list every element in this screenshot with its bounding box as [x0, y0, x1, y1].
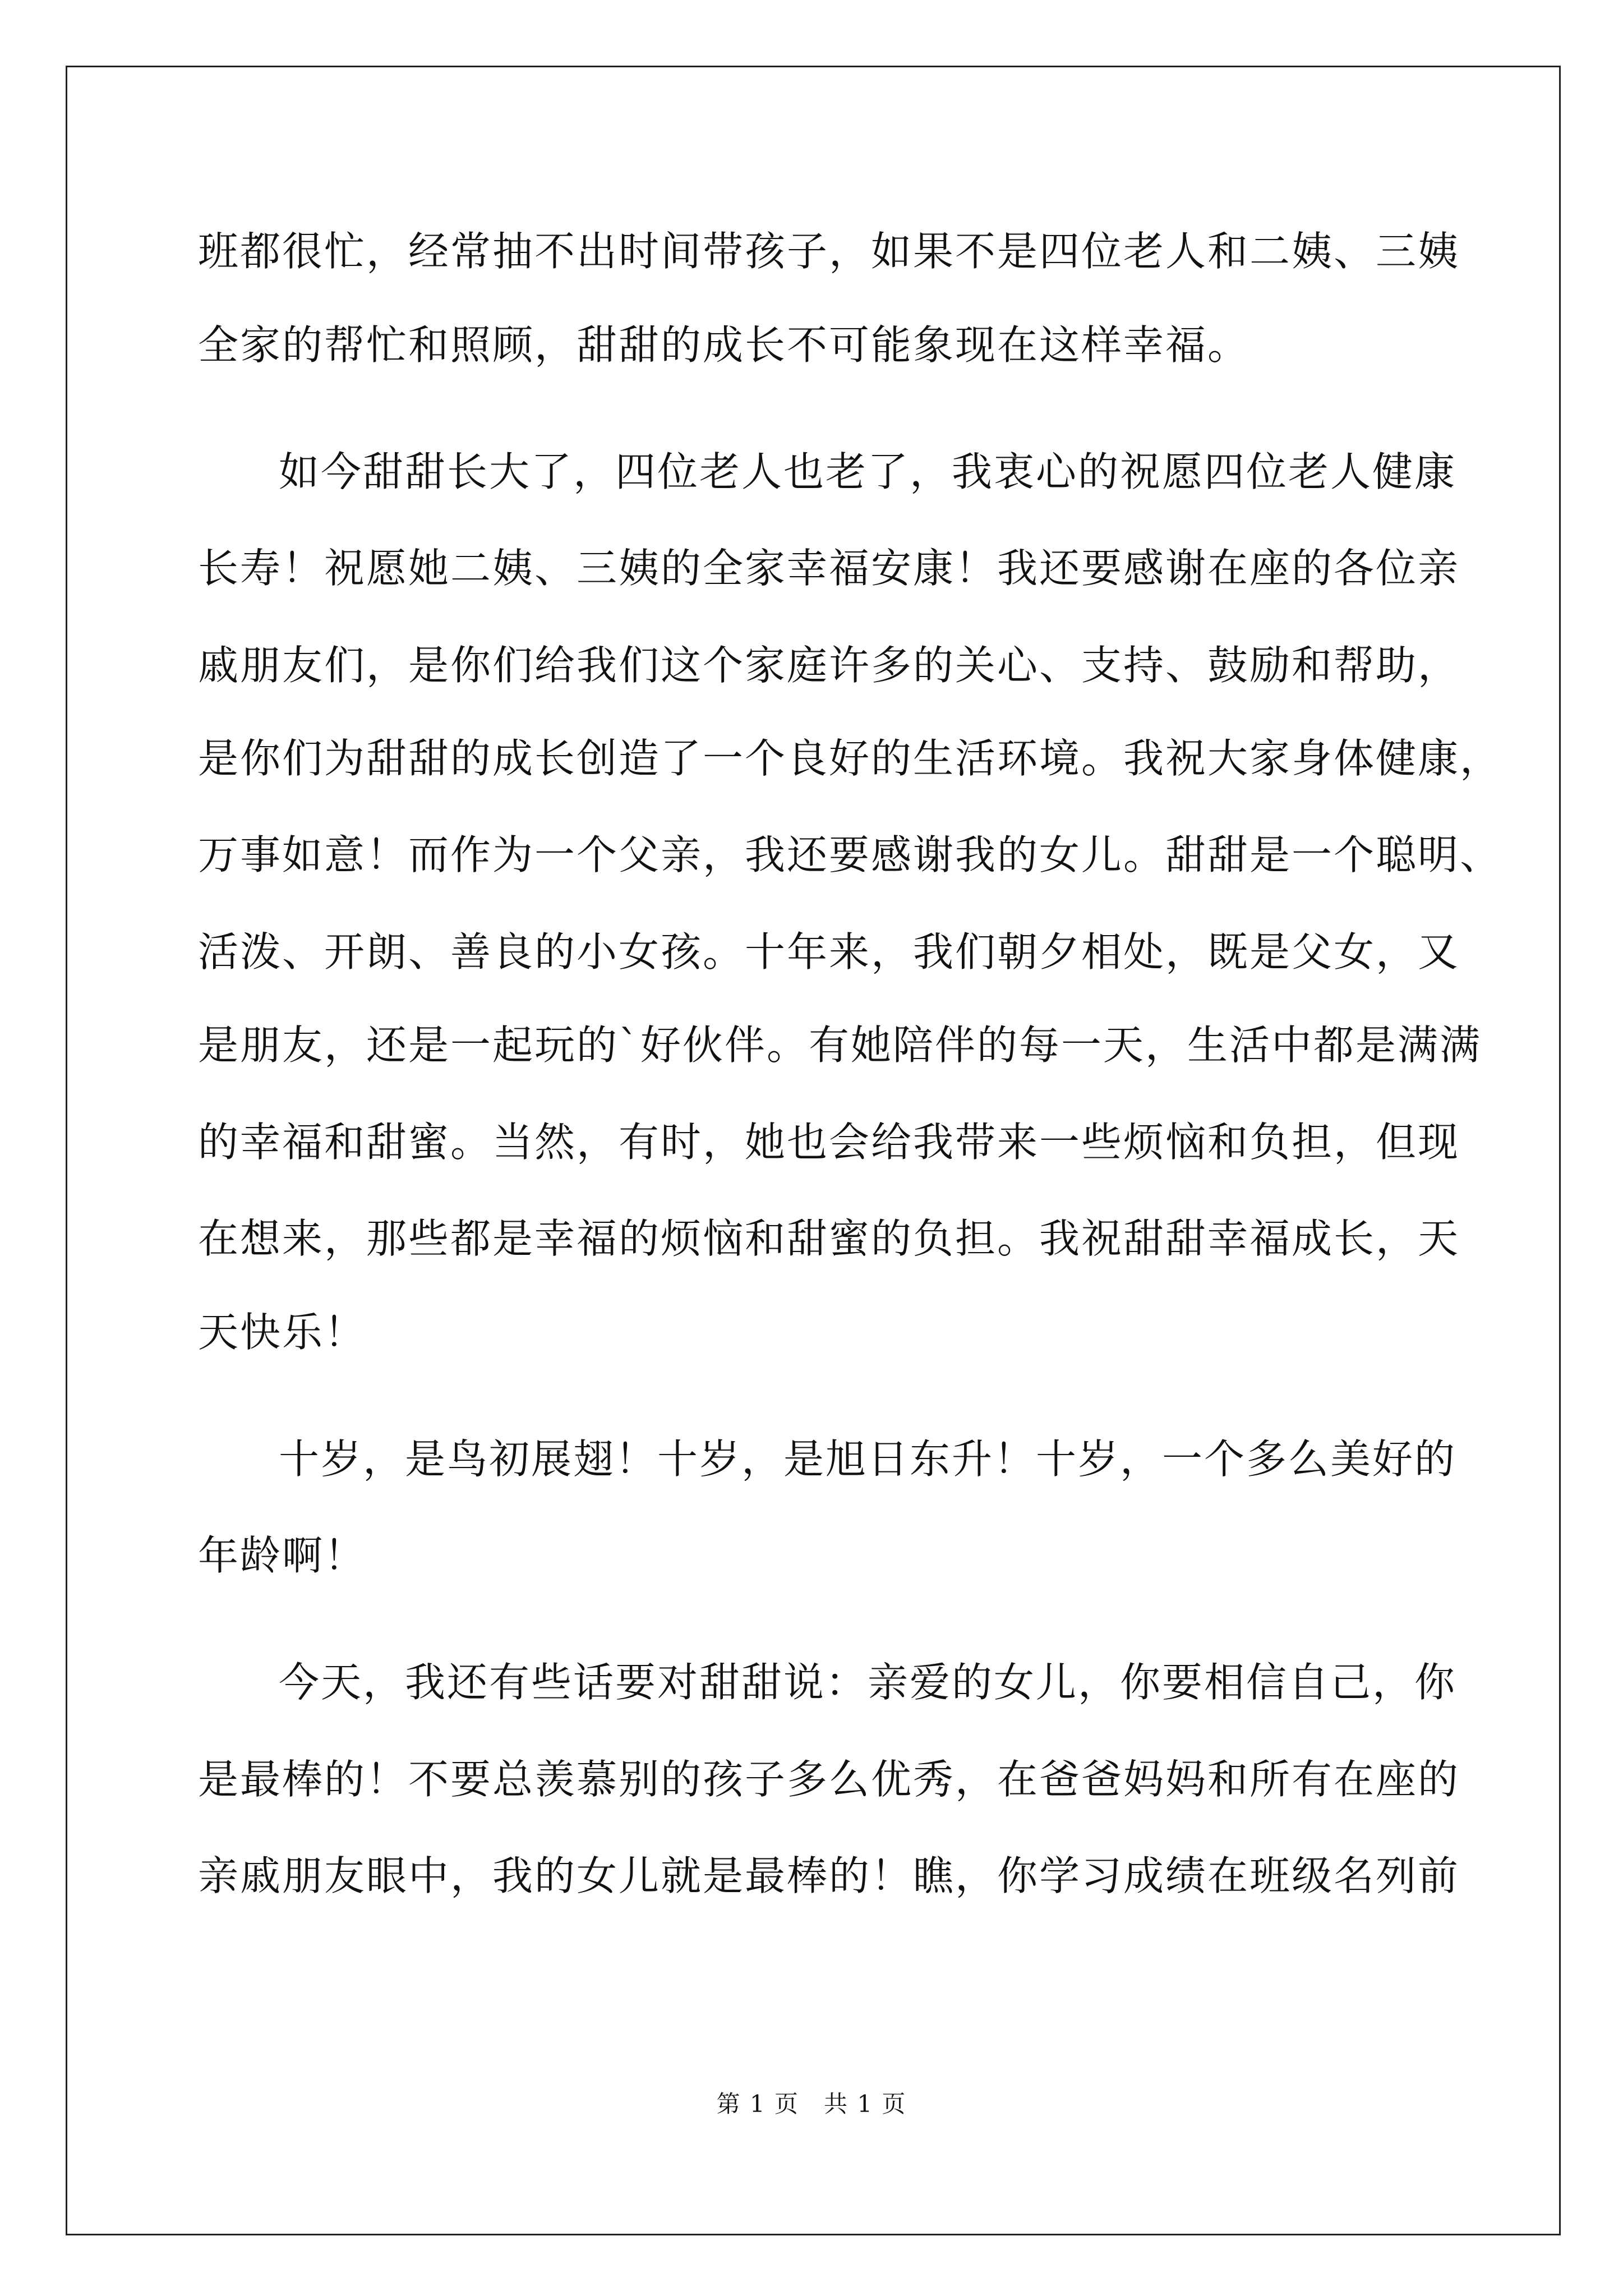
body-line-4: 长寿！祝愿她二姨、三姨的全家幸福安康！我还要感谢在座的各位亲: [198, 545, 1460, 592]
body-line-14: 年龄啊！: [198, 1532, 367, 1579]
body-line-16: 是最棒的！不要总羡慕别的孩子多么优秀，在爸爸妈妈和所有在座的: [198, 1756, 1460, 1803]
body-line-1: 班都很忙，经常抽不出时间带孩子，如果不是四位老人和二姨、三姨: [198, 228, 1460, 275]
body-line-15: 今天，我还有些话要对甜甜说：亲爱的女儿，你要相信自己，你: [279, 1659, 1457, 1706]
body-line-3: 如今甜甜长大了，四位老人也老了，我衷心的祝愿四位老人健康: [279, 448, 1457, 495]
page-footer: 第 1 页 共 1 页: [716, 2090, 907, 2118]
body-line-12: 天快乐！: [198, 1309, 367, 1356]
body-line-7: 万事如意！而作为一个父亲，我还要感谢我的女儿。甜甜是一个聪明、: [198, 831, 1502, 878]
body-line-2: 全家的帮忙和照顾，甜甜的成长不可能象现在这样幸福。: [198, 321, 1250, 369]
body-line-6: 是你们为甜甜的成长创造了一个良好的生活环境。我祝大家身体健康，: [198, 735, 1502, 782]
body-line-8: 活泼、开朗、善良的小女孩。十年来，我们朝夕相处，既是父女，又: [198, 928, 1460, 976]
body-line-9: 是朋友，还是一起玩的`好伙伴。有她陪伴的每一天，生活中都是满满: [198, 1022, 1482, 1069]
body-line-17: 亲戚朋友眼中，我的女儿就是最棒的！瞧，你学习成绩在班级名列前: [198, 1852, 1460, 1899]
body-line-13: 十岁，是鸟初展翅！十岁，是旭日东升！十岁，一个多么美好的: [279, 1435, 1457, 1483]
body-line-5: 戚朋友们，是你们给我们这个家庭许多的关心、支持、鼓励和帮助，: [198, 642, 1460, 689]
body-line-11: 在想来，那些都是幸福的烦恼和甜蜜的负担。我祝甜甜幸福成长，天: [198, 1215, 1460, 1262]
body-line-10: 的幸福和甜蜜。当然，有时，她也会给我带来一些烦恼和负担，但现: [198, 1119, 1460, 1166]
